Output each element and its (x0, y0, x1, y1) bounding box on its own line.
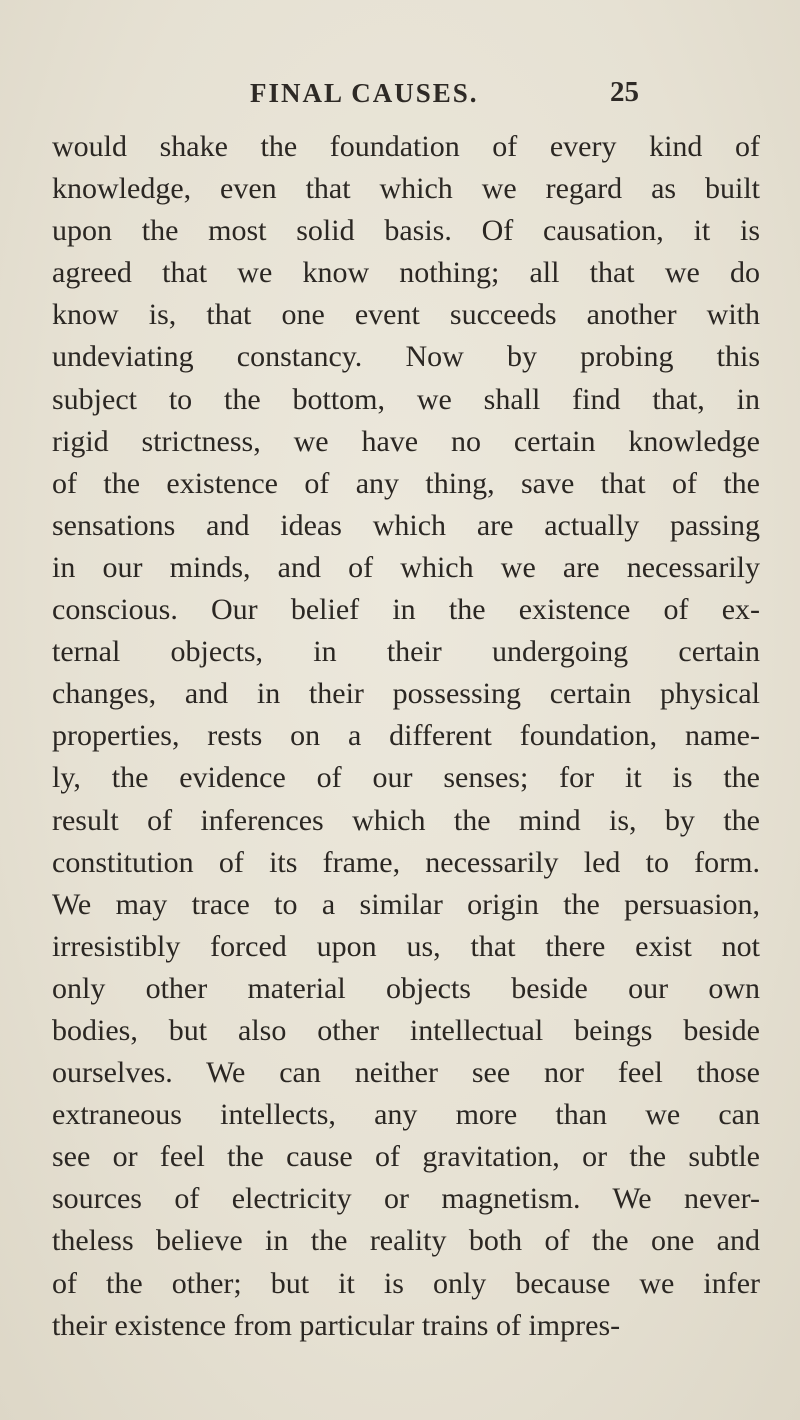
text-line: their existence from particular trains of impres- (52, 1308, 621, 1342)
text-line: subject to the bottom, we shall find that, in (52, 382, 760, 416)
text-line: of the existence of any thing, save that of the (52, 466, 760, 500)
page-header (0, 70, 800, 110)
text-line: sensations and ideas which are actually passing (52, 508, 760, 542)
text-line: in our minds, and of which we are necessarily (52, 550, 760, 584)
text-line: ourselves. We can neither see nor feel those (52, 1056, 760, 1090)
text-line: ly, the evidence of our senses; for it is the (52, 761, 760, 795)
text-line: see or feel the cause of gravitation, or the subtle (52, 1140, 760, 1174)
body-text (52, 126, 760, 1347)
text-line: irresistibly forced upon us, that there exist not (52, 929, 760, 963)
text-line: properties, rests on a different foundation, name- (52, 719, 760, 753)
text-line: undeviating constancy. Now by probing this (52, 340, 760, 374)
text-line: of the other; but it is only because we infer (52, 1266, 760, 1300)
text-line: bodies, but also other intellectual beings beside (52, 1013, 760, 1047)
text-line: We may trace to a similar origin the persuasion, (52, 887, 760, 921)
running-head: FINAL CAUSES. (250, 78, 479, 108)
text-line: knowledge, even that which we regard as built (52, 172, 760, 206)
text-line: sources of electricity or magnetism. We never- (52, 1182, 760, 1216)
text-line: theless believe in the reality both of the one and (52, 1224, 760, 1258)
text-line: rigid strictness, we have no certain knowledge (52, 424, 760, 458)
text-line: only other material objects beside our own (52, 971, 760, 1005)
page-number: 25 (610, 76, 639, 108)
text-line: changes, and in their possessing certain physical (52, 677, 760, 711)
text-line: agreed that we know nothing; all that we do (52, 256, 760, 290)
text-line: extraneous intellects, any more than we can (52, 1098, 760, 1132)
text-line: conscious. Our belief in the existence of ex- (52, 593, 760, 627)
text-line: would shake the foundation of every kind of (52, 130, 760, 163)
text-line: constitution of its frame, necessarily led to form. (52, 845, 760, 879)
text-line: ternal objects, in their undergoing certain (52, 635, 760, 669)
text-line: upon the most solid basis. Of causation, it is (52, 214, 760, 248)
text-line: result of inferences which the mind is, by the (52, 803, 760, 837)
text-line: know is, that one event succeeds another with (52, 298, 760, 332)
